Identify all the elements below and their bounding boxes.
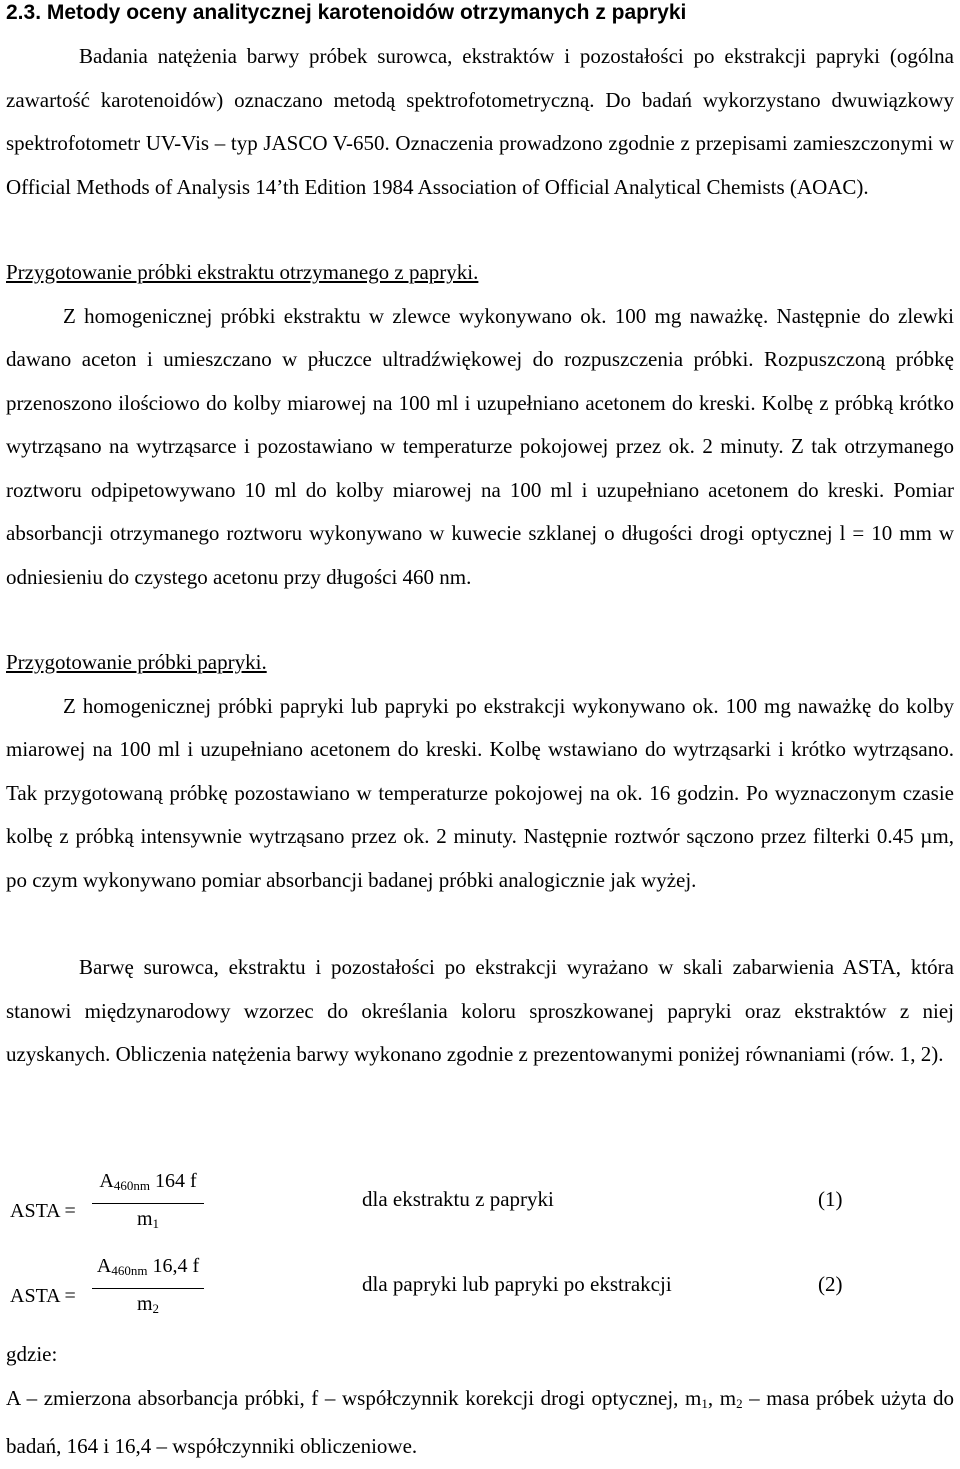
fraction-bar <box>92 1203 204 1204</box>
equation-description: dla ekstraktu z papryki <box>362 1187 554 1211</box>
legend-mid: , m <box>707 1385 737 1410</box>
equation-description: dla papryki lub papryki po ekstrakcji <box>362 1272 672 1296</box>
equation-fraction <box>92 1170 204 1240</box>
extract-section-body: Z homogenicznej próbki ekstraktu w zlewce wykonywano ok. 100 mg naważkę. Następnie do zlewki dawano aceton i umieszczano w płuczce ultradźwiękowej do rozpuszczenia próbki. Rozpuszczoną próbkę przenoszono ilościowo do kolby miarowej na 100 ml i uzupełniano acetonem do kreski. Kolbę z próbką krótko wytrząsano na wytrząsarce i pozostawiano w temperaturze pokojowej przez ok. 2 minuty. Z tak otrzymanego roztworu odpipetowywano 10 ml do kolby miarowej na 100 ml i uzupełniano acetonem do kreski. Pomiar absorbancji otrzymanego roztworu wykonywano w kuwecie szklanej o długości drogi optycznej l = 10 mm w odniesieniu do czystego acetonu przy długości 460 nm. <box>6 303 954 589</box>
legend-tail: – masa próbek użyta do badań, 164 i 16,4 – współczynniki obliczeniowe. <box>6 1385 954 1458</box>
asta-paragraph <box>6 946 954 1077</box>
fraction-bar <box>92 1288 204 1289</box>
legend-m1-sub: 1 <box>701 1395 708 1411</box>
equation-number: (2) <box>818 1272 843 1296</box>
equation-number: (1) <box>818 1187 843 1211</box>
equation-numerator: $A_{460nm}$ 164 f <box>99 1170 197 1193</box>
equation-lhs: ASTA = <box>10 1285 76 1307</box>
intro-text: Badania natężenia barwy próbek surowca, ekstraktów i pozostałości po ekstrakcji papryki (ogólna zawartość karotenoidów) oznaczano metodą spektrofotometryczną. Do badań wykorzystano dwuwiązkowy spektrofotometr UV-Vis – typ JASCO V-650. Oznaczenia prowadzono zgodnie z przepisami zamieszczonymi w Official Methods of Analysis 14’th Edition 1984 Association of Official Analytical Chemists (AOAC). <box>6 44 954 199</box>
legend-m2-sub: 2 <box>736 1395 743 1411</box>
equation-2 <box>6 1255 954 1335</box>
equation-numerator: $A_{460nm}$ 16,4 f <box>96 1255 200 1278</box>
equation-fraction <box>92 1255 204 1325</box>
legend-paragraph <box>6 1333 954 1469</box>
intro-paragraph <box>6 35 954 209</box>
extract-section-title: Przygotowanie próbki ekstraktu otrzymanego z papryki. <box>6 260 479 284</box>
section-heading: 2.3. Metody oceny analitycznej karotenoidów otrzymanych z papryki <box>6 1 687 24</box>
equation-lhs: ASTA = <box>10 1200 76 1222</box>
equation-denominator: $m_2$ <box>136 1293 160 1316</box>
pepper-section-body: Z homogenicznej próbki papryki lub papryki po ekstrakcji wykonywano ok. 100 mg naważkę do kolby miarowej na 100 ml i uzupełniano acetonem do kreski. Kolbę wstawiano do wytrząsarki i krótko wytrząsano. Tak przygotowaną próbkę pozostawiano w temperaturze pokojowej na ok. 16 godzin. Po wyznaczonym czasie kolbę z próbką intensywnie wytrząsano przez ok. 2 minuty. Następnie roztwór sączono przez filterki 0.45 µm, po czym wykonywano pomiar absorbancji badanej próbki analogicznie jak wyżej. <box>6 693 954 892</box>
legend-gdzie: gdzie: <box>6 1342 58 1366</box>
extract-section <box>6 251 954 599</box>
legend-line: A – zmierzona absorbancja próbki, f – współczynnik korekcji drogi optycznej, m <box>6 1385 702 1410</box>
pepper-section <box>6 641 954 902</box>
equation-denominator: $m_1$ <box>136 1208 160 1231</box>
pepper-section-title: Przygotowanie próbki papryki. <box>6 650 267 674</box>
equation-1 <box>6 1170 954 1250</box>
asta-text: Barwę surowca, ekstraktu i pozostałości po ekstrakcji wyrażano w skali zabarwienia ASTA, która stanowi międzynarodowy wzorzec do określania koloru sproszkowanej papryki oraz ekstraktów z niej uzyskanych. Obliczenia natężenia barwy wykonano zgodnie z prezentowanymi poniżej równaniami (rów. 1, 2). <box>6 955 954 1066</box>
